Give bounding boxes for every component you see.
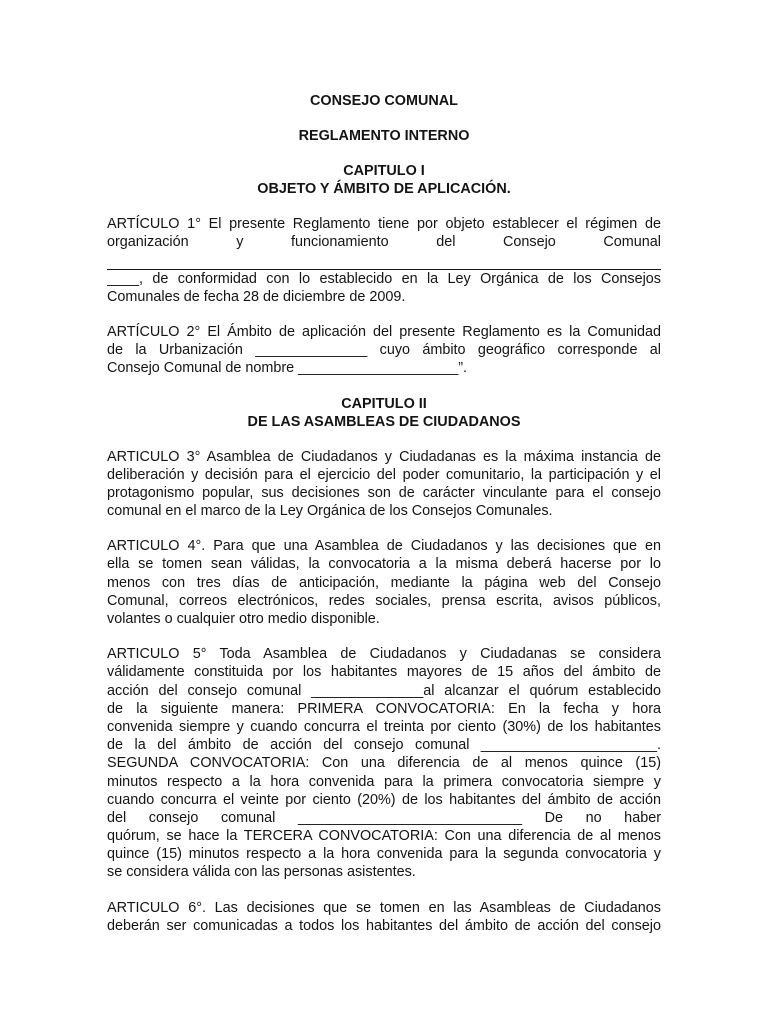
article-4-line: ella se tomen sean válidas, la convocatoria a la misma deberá hacerse por lo: [107, 556, 661, 573]
article-4-line: ARTICULO 4°. Para que una Asamblea de Ciudadanos y las decisiones que en: [107, 538, 661, 555]
document-subtitle: REGLAMENTO INTERNO: [298, 128, 470, 144]
article-2-line: ARTÍCULO 2° El Ámbito de aplicación del presente Reglamento es la Comunidad: [107, 323, 661, 340]
article-5-line: válidamente constituida por los habitantes mayores de 15 años del ámbito de: [107, 664, 661, 681]
article-2-line: Consejo Comunal de nombre ____________________”.: [107, 360, 468, 377]
article-3-line: deliberación y decisión para el ejercicio del poder comunitario, la participación y el: [107, 466, 661, 483]
article-5-line: del consejo comunal ____________________________ De no haber: [107, 809, 661, 826]
article-1-line: organización y funcionamiento del Consejo Comunal: [107, 234, 661, 251]
article-5-line: convenida siempre y cuando concurra el treinta por ciento (30%) de los habitantes: [107, 718, 661, 735]
article-1-line: ____, de conformidad con lo establecido en la Ley Orgánica de los Consejos: [107, 270, 661, 287]
article-3-line: protagonismo popular, sus decisiones son de carácter vinculante para el consejo: [107, 484, 661, 501]
article-6-line: ARTICULO 6°. Las decisiones que se tomen en las Asambleas de Ciudadanos: [107, 899, 661, 916]
article-3: [107, 448, 661, 521]
document-page: [107, 92, 661, 935]
article-5-line: quórum, se hace la TERCERA CONVOCATORIA: Con una diferencia de al menos: [107, 828, 661, 845]
article-5-line: ARTICULO 5° Toda Asamblea de Ciudadanos y Ciudadanas se considera: [107, 646, 661, 663]
document-title: CONSEJO COMUNAL: [310, 93, 458, 109]
article-5-line: de la del ámbito de acción del consejo comunal ______________________.: [107, 737, 661, 754]
article-4-line: menos con tres días de anticipación, mediante la página web del Consejo: [107, 574, 661, 591]
chapter-1-name: OBJETO Y ÁMBITO DE APLICACIÓN.: [257, 181, 511, 197]
article-5-line: de la siguiente manera: PRIMERA CONVOCATORIA: En la fecha y hora: [107, 700, 661, 717]
article-5-line: acción del consejo comunal ______________al alcanzar el quórum establecido: [107, 682, 661, 699]
article-1-line: ARTÍCULO 1° El presente Reglamento tiene por objeto establecer el régimen de: [107, 216, 661, 232]
article-2-line: de la Urbanización ______________ cuyo ámbito geográfico corresponde al: [107, 342, 661, 359]
article-1-line: Comunales de fecha 28 de diciembre de 2009.: [107, 288, 406, 305]
article-4-line: volantes o cualquier otro medio disponible.: [107, 611, 380, 627]
article-3-line: ARTICULO 3° Asamblea de Ciudadanos y Ciudadanas es la máxima instancia de: [107, 448, 661, 465]
article-5-line: se considera válida con las personas asistentes.: [107, 864, 416, 881]
article-5-line: cuando concurra el veinte por ciento (20%) de los habitantes del ámbito de acción: [107, 791, 661, 808]
article-1: [107, 215, 661, 306]
chapter-2-number: CAPITULO II: [341, 395, 427, 412]
article-5-line: SEGUNDA CONVOCATORIA: Con una diferencia de al menos quince (15): [107, 755, 661, 772]
blank-fill-line: [107, 251, 661, 269]
article-5-line: quince (15) minutos respecto a la hora convenida para la segunda convocatoria y: [107, 846, 661, 863]
article-5: [107, 645, 661, 881]
chapter-1-number: CAPITULO I: [343, 163, 425, 179]
article-5-line: minutos respecto a la hora convenida para la primera convocatoria siempre y: [107, 773, 661, 790]
article-6-line: deberán ser comunicadas a todos los habitantes del ámbito de acción del consejo: [107, 917, 661, 934]
article-3-line: comunal en el marco de la Ley Orgánica de los Consejos Comunales.: [107, 503, 553, 520]
article-2: [107, 323, 661, 378]
article-4: [107, 537, 661, 628]
chapter-2-name: DE LAS ASAMBLEAS DE CIUDADANOS: [247, 413, 521, 430]
article-4-line: Comunal, correos electrónicos, redes sociales, prensa escrita, avisos públicos,: [107, 592, 661, 609]
article-6: [107, 899, 661, 935]
